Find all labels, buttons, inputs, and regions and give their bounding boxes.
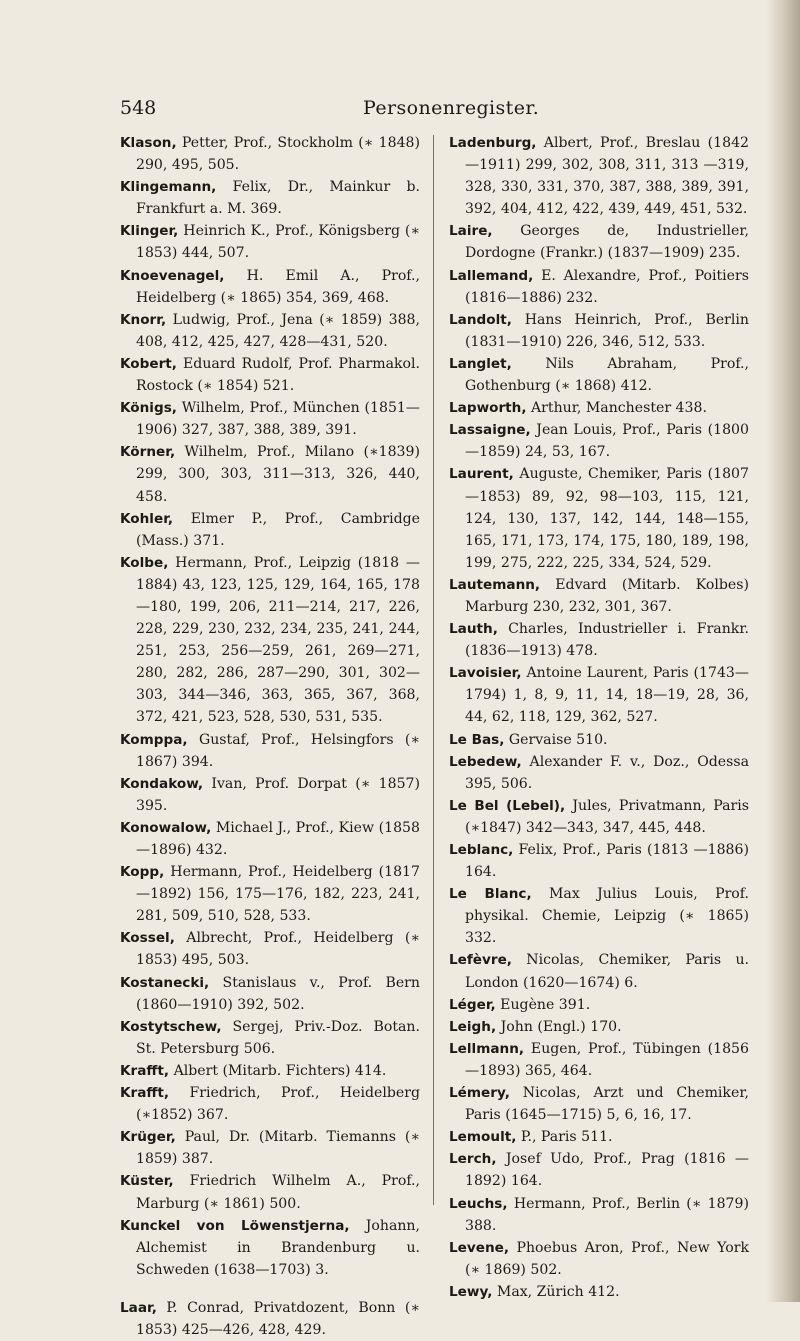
entry-name: Lautemann, — [449, 576, 541, 593]
entry-details: Hermann, Prof., Berlin (∗ 1879) 388. — [465, 1195, 749, 1234]
register-entry — [120, 1215, 420, 1281]
entry-details: Hermann, Prof., Heidelberg (1817—1892) 156, 175—176, 182, 223, 241, 281, 509, 510, 528, 533. — [136, 864, 420, 925]
register-entry — [449, 1038, 749, 1082]
register-entry — [120, 773, 420, 817]
entry-name: Léger, — [449, 996, 496, 1013]
entry-name: Leblanc, — [449, 842, 514, 858]
entry-details: Albert, Prof., Breslau (1842—1911) 299, 302, 308, 311, 313 —319, 328, 330, 331, 370, 387, 388, 389, 391, 392, 404, 412, 422, 439, 449, 451, 532. — [465, 135, 749, 218]
entry-details: Jules, Privatmann, Paris (∗1847) 342—343, 347, 445, 448. — [465, 797, 749, 836]
page-edge-shadow — [766, 0, 800, 1302]
register-entry — [449, 419, 749, 463]
register-entry — [449, 265, 749, 309]
entry-details: Felix, Dr., Mainkur b. Frankfurt a. M. 369. — [136, 179, 420, 218]
entry-name: Kobert, — [120, 355, 177, 372]
register-entry — [449, 1016, 749, 1038]
entry-name: Lewy, — [449, 1283, 493, 1300]
entry-details: Ivan, Prof. Dorpat (∗ 1857) 395. — [136, 775, 420, 814]
entry-details: Michael J., Prof., Kiew (1858—1896) 432. — [136, 819, 420, 858]
entry-details: Josef Udo, Prof., Prag (1816 —1892) 164. — [465, 1151, 749, 1190]
entry-details: Nicolas, Arzt und Chemiker, Paris (1645—1715) 5, 6, 16, 17. — [465, 1085, 749, 1124]
entry-name: Le Blanc, — [449, 886, 532, 903]
entry-details: Sergej, Priv.-Doz. Botan. St. Petersburg 506. — [136, 1018, 420, 1057]
register-entry — [120, 397, 420, 441]
register-entry — [449, 1237, 749, 1281]
entry-name: Leigh, — [449, 1018, 497, 1035]
register-entry — [449, 994, 749, 1016]
register-entry — [120, 441, 420, 507]
entry-details: Albrecht, Prof., Heidelberg (∗ 1853) 495, 503. — [136, 930, 420, 969]
entry-name: Klingemann, — [120, 179, 217, 196]
register-entry — [449, 662, 749, 728]
register-entry — [449, 795, 749, 839]
register-entry — [120, 552, 420, 729]
entry-name: Knoevenagel, — [120, 267, 225, 284]
register-entry — [449, 618, 749, 662]
entry-details: Johann, Alchemist in Brandenburg u. Schweden (1638—1703) 3. — [136, 1217, 420, 1278]
entry-name: Komppa, — [120, 731, 188, 748]
entry-details: Phoebus Aron, Prof., New York (∗ 1869) 502. — [465, 1239, 749, 1278]
column-rule — [433, 135, 434, 1205]
entry-details: Charles, Industrieller i. Frankr. (1836—1913) 478. — [465, 621, 749, 660]
register-entry — [120, 508, 420, 552]
entry-details: Arthur, Manchester 438. — [526, 400, 707, 417]
entry-details: P., Paris 511. — [516, 1129, 613, 1146]
register-entry — [449, 1193, 749, 1237]
register-entry — [449, 949, 749, 993]
register-entry — [120, 972, 420, 1016]
entry-name: Landolt, — [449, 311, 512, 328]
entry-name: Leuchs, — [449, 1195, 508, 1212]
entry-name: Ladenburg, — [449, 135, 537, 151]
register-entry — [120, 1126, 420, 1170]
register-entry — [449, 463, 749, 573]
register-entry — [120, 1060, 420, 1082]
register-entry — [449, 132, 749, 220]
entry-name: Kohler, — [120, 510, 174, 527]
entry-name: Lapworth, — [449, 400, 527, 417]
register-entry — [449, 883, 749, 949]
register-entry — [449, 397, 749, 419]
entry-details: Hans Heinrich, Prof., Berlin (1831—1910) 226, 346, 512, 533. — [465, 311, 749, 350]
entry-name: Lémery, — [449, 1085, 510, 1102]
register-entry — [449, 839, 749, 883]
register-entry — [120, 1170, 420, 1214]
register-entry — [120, 1297, 420, 1341]
entry-details: Max, Zürich 412. — [492, 1283, 620, 1300]
entry-name: Lassaigne, — [449, 422, 531, 439]
entry-details: Jean Louis, Prof., Paris (1800—1859) 24, 53, 167. — [465, 422, 749, 461]
entry-details: Eugène 391. — [495, 996, 591, 1013]
register-entry — [449, 1126, 749, 1148]
entry-details: Gustaf, Prof., Helsingfors (∗ 1867) 394. — [136, 731, 420, 770]
register-entry — [449, 574, 749, 618]
entry-name: Laire, — [449, 223, 493, 240]
entry-name: Lemoult, — [449, 1129, 517, 1146]
entry-name: Körner, — [120, 444, 176, 461]
entry-details: Alexander F. v., Doz., Odessa 395, 506. — [465, 753, 749, 792]
entry-details: Wilhelm, Prof., München (1851—1906) 327, 387, 388, 389, 391. — [136, 400, 420, 439]
entry-details: Albert (Mitarb. Fichters) 414. — [169, 1062, 387, 1079]
entry-details: Eduard Rudolf, Prof. Pharmakol. Rostock (∗ 1854) 521. — [136, 355, 420, 395]
register-entry — [120, 220, 420, 264]
register-entry — [120, 132, 420, 176]
entry-name: Laar, — [120, 1299, 157, 1316]
entry-details: Paul, Dr. (Mitarb. Tiemanns (∗ 1859) 387. — [136, 1129, 420, 1168]
entry-name: Küster, — [120, 1173, 174, 1190]
entry-name: Kopp, — [120, 864, 165, 881]
entry-name: Krafft, — [120, 1062, 170, 1079]
entry-details: H. Emil A., Prof., Heidelberg (∗ 1865) 354, 369, 468. — [136, 267, 420, 306]
entry-name: Kondakow, — [120, 775, 204, 792]
entry-name: Klason, — [120, 135, 177, 151]
register-entry — [449, 220, 749, 264]
entry-name: Lavoisier, — [449, 665, 522, 682]
entry-details: Friedrich Wilhelm A., Prof., Marburg (∗ 1861) 500. — [136, 1173, 420, 1212]
entry-details: Eugen, Prof., Tübingen (1856—1893) 365, 464. — [465, 1040, 749, 1079]
entry-details: John (Engl.) 170. — [496, 1018, 622, 1035]
register-entry — [120, 176, 420, 220]
entry-details: Hermann, Prof., Leipzig (1818 —1884) 43, 123, 125, 129, 164, 165, 178—180, 199, 206, 211—214, 217, 226, 228, 229, 230, 232, 234, 235, 241, 244, 251, 253, 256—259, 261, 269—271, 280, 282, 286, 287—290, 301, 302—303, 344—346, 363, 365, 367, 368, 372, 421, 523, 528, 530, 531, 535. — [136, 554, 420, 726]
entry-name: Levene, — [449, 1239, 510, 1256]
entry-name: Kolbe, — [120, 554, 169, 571]
entry-name: Laurent, — [449, 466, 514, 483]
register-entry — [449, 751, 749, 795]
entry-details: Ludwig, Prof., Jena (∗ 1859) 388, 408, 412, 425, 427, 428—431, 520. — [136, 311, 420, 350]
register-entry — [120, 817, 420, 861]
entry-details: Nils Abraham, Prof., Gothenburg (∗ 1868) 412. — [465, 355, 749, 395]
entry-name: Lauth, — [449, 621, 498, 638]
entry-details: E. Alexandre, Prof., Poitiers (1816—1886) 232. — [465, 267, 749, 306]
left-column — [120, 132, 420, 1341]
register-entry — [120, 861, 420, 927]
entry-details: Nicolas, Chemiker, Paris u. London (1620—1674) 6. — [465, 952, 749, 991]
entry-name: Königs, — [120, 400, 177, 417]
entry-details: Stanislaus v., Prof. Bern (1860—1910) 392, 502. — [136, 974, 420, 1013]
entry-details: Felix, Prof., Paris (1813 —1886) 164. — [465, 842, 749, 881]
register-entry — [449, 353, 749, 397]
register-entry — [120, 309, 420, 353]
register-entry — [120, 353, 420, 397]
entry-details: Gervaise 510. — [504, 731, 608, 748]
entry-name: Lerch, — [449, 1151, 497, 1168]
right-column — [449, 132, 749, 1303]
register-entry — [120, 1082, 420, 1126]
running-head: Personenregister. — [363, 97, 540, 119]
entry-name: Kostytschew, — [120, 1018, 222, 1035]
register-entry — [120, 1016, 420, 1060]
entry-name: Le Bel (Lebel), — [449, 797, 566, 814]
register-entry — [120, 729, 420, 773]
register-entry — [120, 265, 420, 309]
page-number: 548 — [120, 97, 157, 119]
entry-details: Edvard (Mitarb. Kolbes) Marburg 230, 232, 301, 367. — [465, 576, 749, 615]
entry-details: Antoine Laurent, Paris (1743—1794) 1, 8, 9, 11, 14, 18—19, 28, 36, 44, 62, 118, 129, 362, 527. — [465, 665, 749, 726]
entry-name: Le Bas, — [449, 731, 505, 748]
register-entry — [449, 1082, 749, 1126]
entry-name: Kossel, — [120, 930, 175, 947]
entry-details: Auguste, Chemiker, Paris (1807—1853) 89, 92, 98—103, 115, 121, 124, 130, 137, 142, 144, 148—155, 165, 171, 173, 174, 175, 180, 189, 198, 199, 275, 222, 225, 334, 524, 529. — [465, 466, 749, 571]
entry-name: Langlet, — [449, 355, 512, 372]
entry-details: Friedrich, Prof., Heidelberg (∗1852) 367. — [136, 1085, 420, 1124]
entry-details: Wilhelm, Prof., Milano (∗1839) 299, 300, 303, 311—313, 326, 440, 458. — [136, 444, 420, 505]
entry-details: P. Conrad, Privatdozent, Bonn (∗ 1853) 425—426, 428, 429. — [136, 1299, 420, 1338]
entry-details: Max Julius Louis, Prof. physikal. Chemie, Leipzig (∗ 1865) 332. — [465, 886, 749, 947]
register-entry — [449, 1148, 749, 1192]
entry-name: Lebedew, — [449, 753, 522, 770]
register-entry — [120, 927, 420, 971]
entry-name: Klinger, — [120, 223, 179, 240]
entry-name: Krüger, — [120, 1129, 176, 1146]
entry-details: Georges de, Industrieller, Dordogne (Frankr.) (1837—1909) 235. — [465, 223, 749, 262]
entry-details: Heinrich K., Prof., Königsberg (∗ 1853) 444, 507. — [136, 223, 420, 262]
entry-name: Lellmann, — [449, 1040, 525, 1057]
entry-name: Lallemand, — [449, 267, 534, 284]
entry-details: Elmer P., Prof., Cambridge (Mass.) 371. — [136, 510, 420, 549]
entry-details: Petter, Prof., Stockholm (∗ 1848) 290, 495, 505. — [136, 135, 420, 174]
entry-name: Knorr, — [120, 311, 167, 328]
entry-name: Lefèvre, — [449, 952, 512, 969]
register-entry — [449, 309, 749, 353]
entry-name: Kunckel von Löwenstjerna, — [120, 1217, 350, 1234]
entry-name: Krafft, — [120, 1085, 170, 1102]
register-entry — [449, 729, 749, 751]
entry-name: Konowalow, — [120, 819, 212, 836]
register-entry — [449, 1281, 749, 1303]
entry-name: Kostanecki, — [120, 974, 210, 991]
